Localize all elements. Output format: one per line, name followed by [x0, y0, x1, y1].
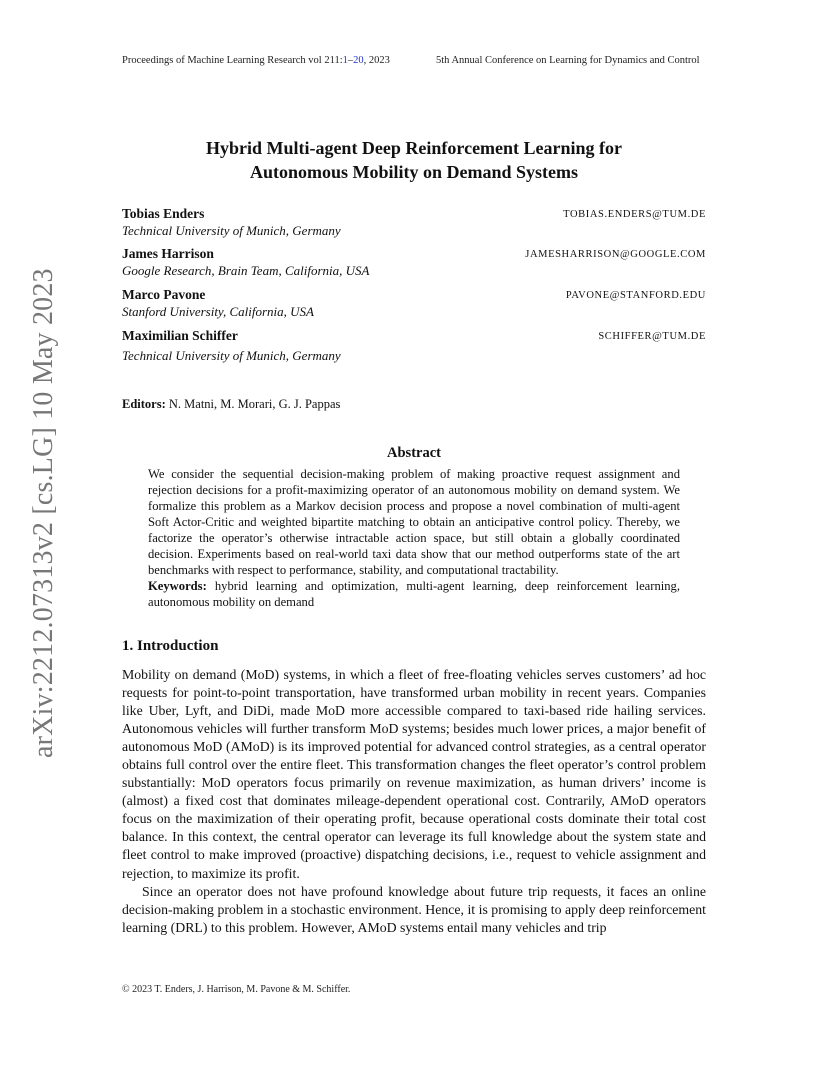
- page-range-dash: –: [347, 55, 354, 66]
- author-email: SCHIFFER@TUM.DE: [598, 331, 706, 342]
- keywords-label: Keywords:: [148, 579, 207, 593]
- first-page-link[interactable]: 1: [342, 55, 348, 66]
- paragraph: Mobility on demand (MoD) systems, in which a fleet of free-floating vehicles serves customers’ ad hoc requests for point-to-point transportation, have transformed urban mobility in recent years. Companies like Uber, Lyft, and DiDi, made MoD more accessible compared to taxi-based ride hailing services. Autonomous vehicles will further transform MoD systems; besides much lower prices, a major benefit of autonomous MoD (AMoD) is its improved potential for advanced control strategies, as a central operator obtains full control over the entire fleet. This transformation changes the fleet operator’s control problem substantially: MoD operators focus primarily on revenue maximization, as human drivers’ income is (almost) a fixed cost that dominates mileage-dependent operational cost. Contrarily, AMoD operators focus on the maximization of their operating profit, because operational costs dominate their total cost balance. In this context, the central operator can leverage its full knowledge about the system state and fleet control to make improved (proactive) dispatching decisions, i.e., request to vehicle assignment and rejection, to maximize its profit.: [122, 667, 706, 881]
- author-affiliation: Google Research, Brain Team, California, USA: [122, 263, 370, 278]
- author-affiliation: Stanford University, California, USA: [122, 304, 314, 319]
- author-email: JAMESHARRISON@GOOGLE.COM: [525, 249, 706, 260]
- proceedings-label: Proceedings of Machine Learning Research vol 211:: [122, 55, 343, 66]
- section-heading: 1. Introduction: [122, 638, 219, 654]
- author-affiliation: Technical University of Munich, Germany: [122, 348, 341, 363]
- abstract-heading: Abstract: [387, 445, 441, 461]
- editors-label: Editors:: [122, 397, 166, 411]
- last-page-link[interactable]: 20: [353, 55, 364, 66]
- running-header-right: 5th Annual Conference on Learning for Dynamics and Control: [436, 55, 700, 66]
- author-email: PAVONE@STANFORD.EDU: [565, 290, 706, 301]
- copyright-footer: © 2023 T. Enders, J. Harrison, M. Pavone & M. Schiffer.: [122, 984, 351, 995]
- author-name: Tobias Enders: [122, 206, 205, 221]
- title-line-1: Hybrid Multi-agent Deep Reinforcement Learning for: [205, 138, 623, 158]
- editors-line: [122, 397, 340, 412]
- author-affiliation: Technical University of Munich, Germany: [122, 223, 341, 238]
- editors-names: N. Matni, M. Morari, G. J. Pappas: [165, 397, 341, 411]
- paper-title: [0, 136, 828, 184]
- section-body: [122, 666, 706, 937]
- author-name: James Harrison: [122, 246, 214, 261]
- author-email: TOBIAS.ENDERS@TUM.DE: [563, 209, 706, 220]
- keywords: [148, 578, 680, 610]
- keywords-list: hybrid learning and optimization, multi-agent learning, deep reinforcement learning, autonomous mobility on demand: [148, 579, 680, 609]
- author-name: Marco Pavone: [122, 287, 206, 302]
- abstract-body: [148, 466, 680, 610]
- paragraph: Since an operator does not have profound knowledge about future trip requests, it faces an online decision-making problem in a stochastic environment. Hence, it is promising to apply deep reinforcement learning (DRL) to this problem. However, AMoD systems entail many vehicles and trip: [122, 883, 706, 935]
- arxiv-identifier: arXiv:2212.07313v2 [cs.LG] 10 May 2023: [28, 268, 59, 758]
- title-line-2: Autonomous Mobility on Demand Systems: [249, 162, 579, 182]
- author-name: Maximilian Schiffer: [122, 328, 238, 343]
- running-header-left: [122, 55, 390, 66]
- proceedings-year: , 2023: [363, 55, 390, 66]
- abstract-text: We consider the sequential decision-making problem of making proactive request assignment and rejection decisions for a profit-maximizing operator of an autonomous mobility on demand system. We formalize this problem as a Markov decision process and propose a novel combination of multi-agent Soft Actor-Critic and weighted bipartite matching to obtain an anticipative control policy. Thereby, we factorize the operator’s otherwise intractable action space, but still obtain a globally coordinated decision. Experiments based on real-world taxi data show that our method outperforms state of the art benchmarks with respect to performance, stability, and computational tractability.: [148, 467, 680, 577]
